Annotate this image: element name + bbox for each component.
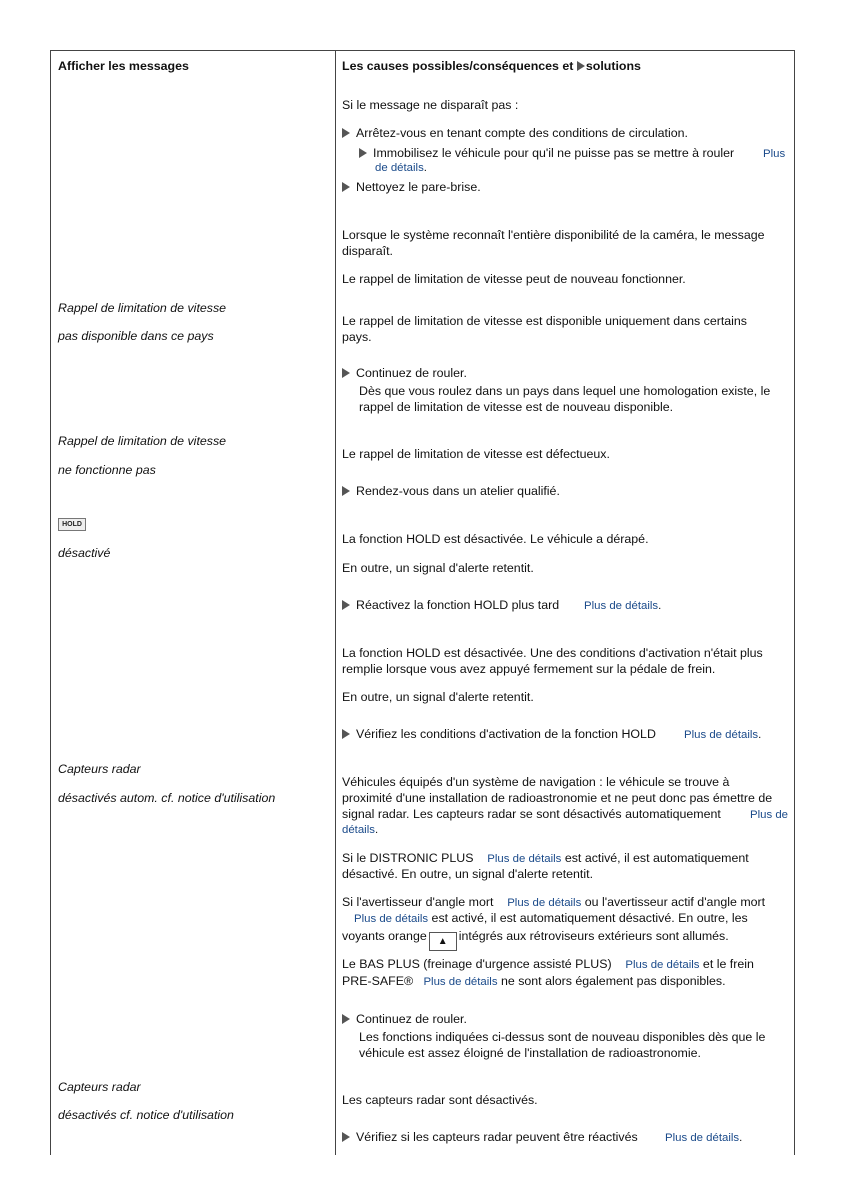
s4-step1: Réactivez la fonction HOLD plus tard <box>342 597 559 613</box>
header-messages: Afficher les messages <box>58 59 189 73</box>
s6-cause: Les capteurs radar sont désactivés. <box>342 1093 538 1107</box>
header-causes: Les causes possibles/conséquences et solutions <box>342 59 641 73</box>
s5-p2c: désactivé. En outre, un signal d'alerte retentit. <box>342 867 594 881</box>
s2-msg2: pas disponible dans ce pays <box>58 329 214 343</box>
s5-p3c-line: Plus de détails est activé, il est automatiquement désactivé. En outre, les <box>354 911 748 925</box>
arrow-icon <box>342 600 350 610</box>
link-more-details[interactable]: Plus de détails <box>487 853 562 865</box>
s4-msg: désactivé <box>58 546 111 560</box>
link-more-details[interactable]: Plus de détails. <box>584 600 662 612</box>
s3-cause: Le rappel de limitation de vitesse est défectueux. <box>342 447 610 461</box>
s4-c3a: La fonction HOLD est désactivée. Une des conditions d'activation n'était plus <box>342 646 763 660</box>
s6-step: Vérifiez si les capteurs radar peuvent être réactivés <box>342 1129 638 1145</box>
link-more-details[interactable]: Plus <box>763 148 786 160</box>
arrow-icon <box>342 128 350 138</box>
link-more-details[interactable]: Plus de détails <box>625 959 700 971</box>
s5-p1b: proximité d'une installation de radioastronomie et ne peut donc pas émettre de <box>342 791 773 805</box>
s5-msg1: Capteurs radar <box>58 762 141 776</box>
link-more-details[interactable]: Plus de <box>750 809 788 821</box>
arrow-icon <box>359 148 367 158</box>
s6-msg2: désactivés cf. notice d'utilisation <box>58 1108 234 1122</box>
link-more-details[interactable]: Plus de détails <box>354 913 429 925</box>
s5-msg2: désactivés autom. cf. notice d'utilisation <box>58 791 276 805</box>
s5-p4c-line: PRE-SAFE® Plus de détails ne sont alors également pas disponibles. <box>342 974 726 988</box>
s1-sub1: Immobilisez le véhicule pour qu'il ne puisse pas se mettre à rouler <box>359 145 734 161</box>
s1-note2: Le rappel de limitation de vitesse peut de nouveau fonctionner. <box>342 272 686 286</box>
s4-c3b: remplie lorsque vous avez appuyé fermement sur la pédale de frein. <box>342 662 716 676</box>
arrow-icon <box>342 1014 350 1024</box>
link-more-details[interactable]: Plus de détails <box>423 976 498 988</box>
s5-p1c: signal radar. Les capteurs radar se sont désactivés automatiquement <box>342 807 721 821</box>
s1-note1b: disparaît. <box>342 244 393 258</box>
arrow-icon <box>342 486 350 496</box>
s3-msg2: ne fonctionne pas <box>58 463 156 477</box>
s6-msg1: Capteurs radar <box>58 1080 141 1094</box>
link-more-details[interactable]: Plus de détails. <box>665 1132 743 1144</box>
s2-det2: rappel de limitation de vitesse est de nouveau disponible. <box>359 400 674 414</box>
s1-step2: Nettoyez le pare-brise. <box>342 179 481 195</box>
s4-c2: En outre, un signal d'alerte retentit. <box>342 561 534 575</box>
s5-p4: Le BAS PLUS (freinage d'urgence assisté PLUS) Plus de détails et le frein <box>342 957 754 971</box>
s5-p1a: Véhicules équipés d'un système de navigation : le véhicule se trouve à <box>342 775 730 789</box>
s2-msg1: Rappel de limitation de vitesse <box>58 301 227 315</box>
s2-step: Continuez de rouler. <box>342 365 467 381</box>
arrow-icon <box>342 368 350 378</box>
warning-triangle-icon: ▲ <box>429 932 457 951</box>
s5-det2: véhicule est assez éloigné de l'installation de radioastronomie. <box>359 1046 701 1060</box>
arrow-icon <box>342 729 350 739</box>
s5-p3: Si l'avertisseur d'angle mort Plus de détails ou l'avertisseur actif d'angle mort <box>342 895 766 909</box>
s4-c4: En outre, un signal d'alerte retentit. <box>342 690 534 704</box>
s5-step: Continuez de rouler. <box>342 1011 467 1027</box>
s3-step: Rendez-vous dans un atelier qualifié. <box>342 483 560 499</box>
s1-note1a: Lorsque le système reconnaît l'entière disponibilité de la caméra, le message <box>342 228 765 242</box>
link-more-details[interactable]: Plus de détails. <box>684 729 762 741</box>
s5-p3d-line: voyants orange ▲ intégrés aux rétroviseurs extérieurs sont allumés. <box>342 928 729 951</box>
link-more-details[interactable]: Plus de détails <box>507 897 582 909</box>
s1-step1: Arrêtez-vous en tenant compte des conditions de circulation. <box>342 125 688 141</box>
s4-c1: La fonction HOLD est désactivée. Le véhicule a dérapé. <box>342 532 649 546</box>
s5-det1: Les fonctions indiquées ci-dessus sont de nouveau disponibles dès que le <box>359 1030 766 1044</box>
hold-icon: HOLD <box>58 518 86 531</box>
arrow-icon <box>577 61 585 71</box>
link-more-details[interactable]: de détails. <box>375 162 427 174</box>
link-more-details[interactable]: détails. <box>342 824 379 836</box>
column-divider <box>335 50 336 1155</box>
s3-msg1: Rappel de limitation de vitesse <box>58 434 227 448</box>
s2-det1: Dès que vous roulez dans un pays dans lequel une homologation existe, le <box>359 384 771 398</box>
s2-cause1: Le rappel de limitation de vitesse est disponible uniquement dans certains <box>342 314 748 328</box>
s5-p2: Si le DISTRONIC PLUS Plus de détails est activé, il est automatiquement <box>342 851 749 865</box>
s1-intro: Si le message ne disparaît pas : <box>342 98 519 112</box>
s4-step2: Vérifiez les conditions d'activation de la fonction HOLD <box>342 726 656 742</box>
s2-cause2: pays. <box>342 330 372 344</box>
arrow-icon <box>342 182 350 192</box>
arrow-icon <box>342 1132 350 1142</box>
